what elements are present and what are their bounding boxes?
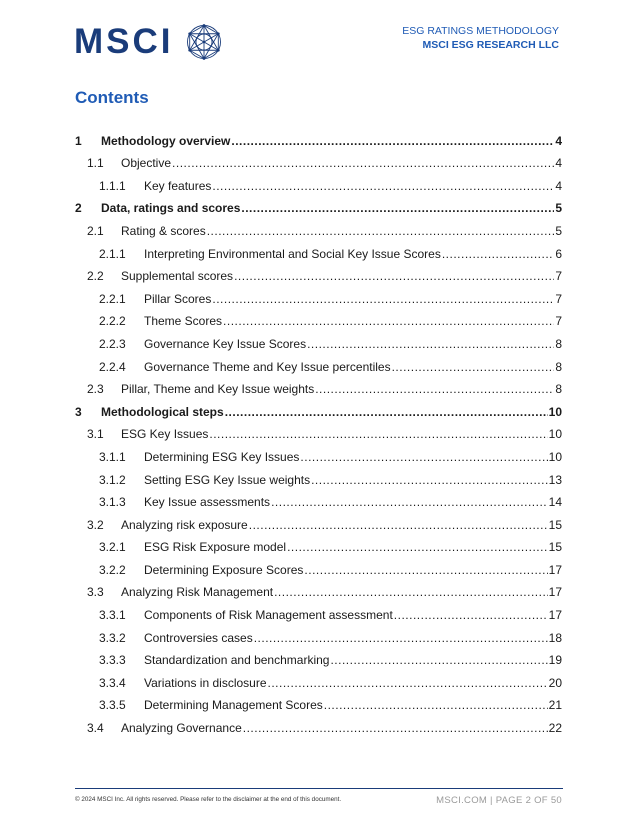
toc-dot-leader <box>304 563 547 577</box>
toc-page-number: 4 <box>555 178 562 193</box>
toc-page-number: 17 <box>548 608 562 623</box>
toc-section-number: 3.2 <box>87 517 104 532</box>
toc-dot-leader <box>287 540 548 554</box>
toc-page-number: 8 <box>555 382 562 397</box>
toc-entry[interactable] <box>75 148 562 171</box>
toc-dot-leader <box>212 179 554 193</box>
toc-dot-leader <box>231 134 554 148</box>
toc-page-number: 4 <box>555 156 562 171</box>
toc-section-title: Analyzing risk exposure <box>121 517 248 532</box>
toc-page-number: 20 <box>548 675 562 690</box>
toc-section-number: 2.2.1 <box>99 291 126 306</box>
footer-divider <box>75 788 563 789</box>
toc-page-number: 8 <box>555 359 562 374</box>
toc-section-number: 3.3.4 <box>99 675 126 690</box>
toc-section-number: 1.1.1 <box>99 178 126 193</box>
toc-entry[interactable] <box>75 599 562 622</box>
toc-entry[interactable] <box>75 238 562 261</box>
toc-entry[interactable] <box>75 577 562 600</box>
toc-entry[interactable] <box>75 622 562 645</box>
toc-page-number: 19 <box>548 653 562 668</box>
toc-section-title: Analyzing Risk Management <box>121 585 274 600</box>
toc-section-title: Determining Exposure Scores <box>144 562 304 577</box>
toc-dot-leader <box>223 314 554 328</box>
toc-page-number: 8 <box>555 336 562 351</box>
toc-page-number: 10 <box>548 449 562 464</box>
toc-section-number: 3.2.1 <box>99 540 126 555</box>
toc-entry[interactable] <box>75 170 562 193</box>
header-publisher: MSCI ESG RESEARCH LLC <box>422 39 559 51</box>
toc-entry[interactable] <box>75 419 562 442</box>
toc-entry[interactable] <box>75 215 562 238</box>
toc-dot-leader <box>311 473 548 487</box>
toc-section-number: 3.3 <box>87 585 104 600</box>
toc-section-title: Components of Risk Management assessment <box>144 608 393 623</box>
toc-dot-leader <box>274 585 548 599</box>
toc-section-number: 3.3.1 <box>99 608 126 623</box>
toc-dot-leader <box>172 156 554 170</box>
toc-entry[interactable] <box>75 125 562 148</box>
toc-section-number: 2.3 <box>87 382 104 397</box>
toc-section-title: Determining Management Scores <box>144 698 323 713</box>
toc-page-number: 14 <box>548 495 562 510</box>
toc-section-number: 3.1.2 <box>99 472 126 487</box>
toc-page-number: 4 <box>555 133 562 148</box>
toc-page-number: 18 <box>548 630 562 645</box>
toc-dot-leader <box>392 360 555 374</box>
toc-entry[interactable] <box>75 261 562 284</box>
toc-section-title: Key Issue assessments <box>144 495 271 510</box>
toc-section-number: 2.2.2 <box>99 314 126 329</box>
toc-section-title: ESG Key Issues <box>121 427 209 442</box>
toc-section-title: Key features <box>144 178 212 193</box>
toc-section-title: ESG Risk Exposure model <box>144 540 287 555</box>
toc-section-title: Governance Theme and Key Issue percentiles <box>144 359 391 374</box>
toc-dot-leader <box>307 337 554 351</box>
toc-dot-leader <box>324 698 548 712</box>
toc-section-number: 2.2 <box>87 269 104 284</box>
toc-page-number: 10 <box>548 404 562 419</box>
toc-entry[interactable] <box>75 283 562 306</box>
toc-page-number: 15 <box>548 517 562 532</box>
toc-dot-leader <box>394 608 548 622</box>
toc-entry[interactable] <box>75 328 562 351</box>
toc-section-number: 1.1 <box>87 156 104 171</box>
toc-section-number: 2.1.1 <box>99 246 126 261</box>
toc-dot-leader <box>271 495 548 509</box>
document-header <box>402 24 559 52</box>
toc-dot-leader <box>209 427 547 441</box>
toc-entry[interactable] <box>75 712 562 735</box>
toc-section-number: 3.4 <box>87 721 104 736</box>
toc-dot-leader <box>300 450 547 464</box>
header-methodology-title: ESG RATINGS METHODOLOGY <box>402 25 559 37</box>
table-of-contents <box>75 125 562 735</box>
toc-section-number: 3.1.1 <box>99 449 126 464</box>
toc-section-title: Rating & scores <box>121 223 206 238</box>
toc-entry[interactable] <box>75 374 562 397</box>
contents-heading: Contents <box>75 88 149 107</box>
toc-page-number: 17 <box>548 562 562 577</box>
toc-entry[interactable] <box>75 509 562 532</box>
toc-section-title: Setting ESG Key Issue weights <box>144 472 311 487</box>
toc-section-title: Analyzing Governance <box>121 721 242 736</box>
toc-section-number: 3.3.2 <box>99 630 126 645</box>
toc-dot-leader <box>234 269 554 283</box>
toc-section-number: 2.2.4 <box>99 359 126 374</box>
toc-dot-leader <box>225 405 548 419</box>
toc-entry[interactable] <box>75 464 562 487</box>
toc-page-number: 6 <box>555 246 562 261</box>
toc-section-title: Data, ratings and scores <box>101 201 241 216</box>
toc-section-title: Determining ESG Key Issues <box>144 449 300 464</box>
toc-dot-leader <box>315 382 554 396</box>
toc-section-title: Variations in disclosure <box>144 675 267 690</box>
toc-section-title: Governance Key Issue Scores <box>144 336 307 351</box>
toc-page-number: 21 <box>548 698 562 713</box>
toc-section-title: Interpreting Environmental and Social Key Issue Scores <box>144 246 441 261</box>
toc-entry[interactable] <box>75 193 562 216</box>
toc-page-number: 5 <box>555 223 562 238</box>
toc-section-number: 3.1.3 <box>99 495 126 510</box>
footer-page-number: MSCI.COM | PAGE 2 OF 50 <box>436 795 562 806</box>
toc-entry[interactable] <box>75 351 562 374</box>
toc-dot-leader <box>254 631 548 645</box>
toc-dot-leader <box>268 676 548 690</box>
toc-dot-leader <box>330 653 547 667</box>
toc-section-title: Supplemental scores <box>121 269 234 284</box>
toc-section-title: Pillar, Theme and Key Issue weights <box>121 382 315 397</box>
toc-section-title: Objective <box>121 156 172 171</box>
toc-section-number: 2 <box>75 201 82 216</box>
toc-page-number: 7 <box>555 314 562 329</box>
logo-wordmark: MSCI <box>74 22 174 61</box>
toc-dot-leader <box>249 518 548 532</box>
toc-section-title: Methodology overview <box>101 133 231 148</box>
toc-section-title: Theme Scores <box>144 314 223 329</box>
toc-entry[interactable] <box>75 554 562 577</box>
toc-section-number: 1 <box>75 133 82 148</box>
toc-page-number: 7 <box>555 269 562 284</box>
toc-page-number: 10 <box>548 427 562 442</box>
toc-section-number: 2.1 <box>87 223 104 238</box>
toc-entry[interactable] <box>75 396 562 419</box>
footer-copyright: © 2024 MSCI Inc. All rights reserved. Please refer to the disclaimer at the end of this document. <box>75 796 342 803</box>
toc-page-number: 17 <box>548 585 562 600</box>
toc-entry[interactable] <box>75 532 562 555</box>
toc-entry[interactable] <box>75 487 562 510</box>
toc-dot-leader <box>212 292 554 306</box>
toc-section-number: 2.2.3 <box>99 336 126 351</box>
toc-page-number: 15 <box>548 540 562 555</box>
toc-section-title: Methodological steps <box>101 404 224 419</box>
toc-dot-leader <box>243 721 548 735</box>
toc-section-number: 3.1 <box>87 427 104 442</box>
toc-page-number: 7 <box>555 291 562 306</box>
toc-section-title: Standardization and benchmarking <box>144 653 330 668</box>
toc-entry[interactable] <box>75 306 562 329</box>
toc-entry[interactable] <box>75 645 562 668</box>
toc-section-number: 3 <box>75 404 82 419</box>
toc-dot-leader <box>442 247 554 261</box>
toc-section-number: 3.3.5 <box>99 698 126 713</box>
toc-dot-leader <box>207 224 555 238</box>
toc-page-number: 13 <box>548 472 562 487</box>
toc-entry[interactable] <box>75 441 562 464</box>
toc-dot-leader <box>241 201 554 215</box>
toc-section-number: 3.2.2 <box>99 562 126 577</box>
globe-icon <box>186 24 222 60</box>
toc-section-number: 3.3.3 <box>99 653 126 668</box>
toc-section-title: Controversies cases <box>144 630 253 645</box>
toc-page-number: 5 <box>555 201 562 216</box>
msci-logo <box>74 22 222 62</box>
toc-section-title: Pillar Scores <box>144 291 212 306</box>
toc-page-number: 22 <box>548 721 562 736</box>
toc-entry[interactable] <box>75 667 562 690</box>
toc-entry[interactable] <box>75 690 562 713</box>
